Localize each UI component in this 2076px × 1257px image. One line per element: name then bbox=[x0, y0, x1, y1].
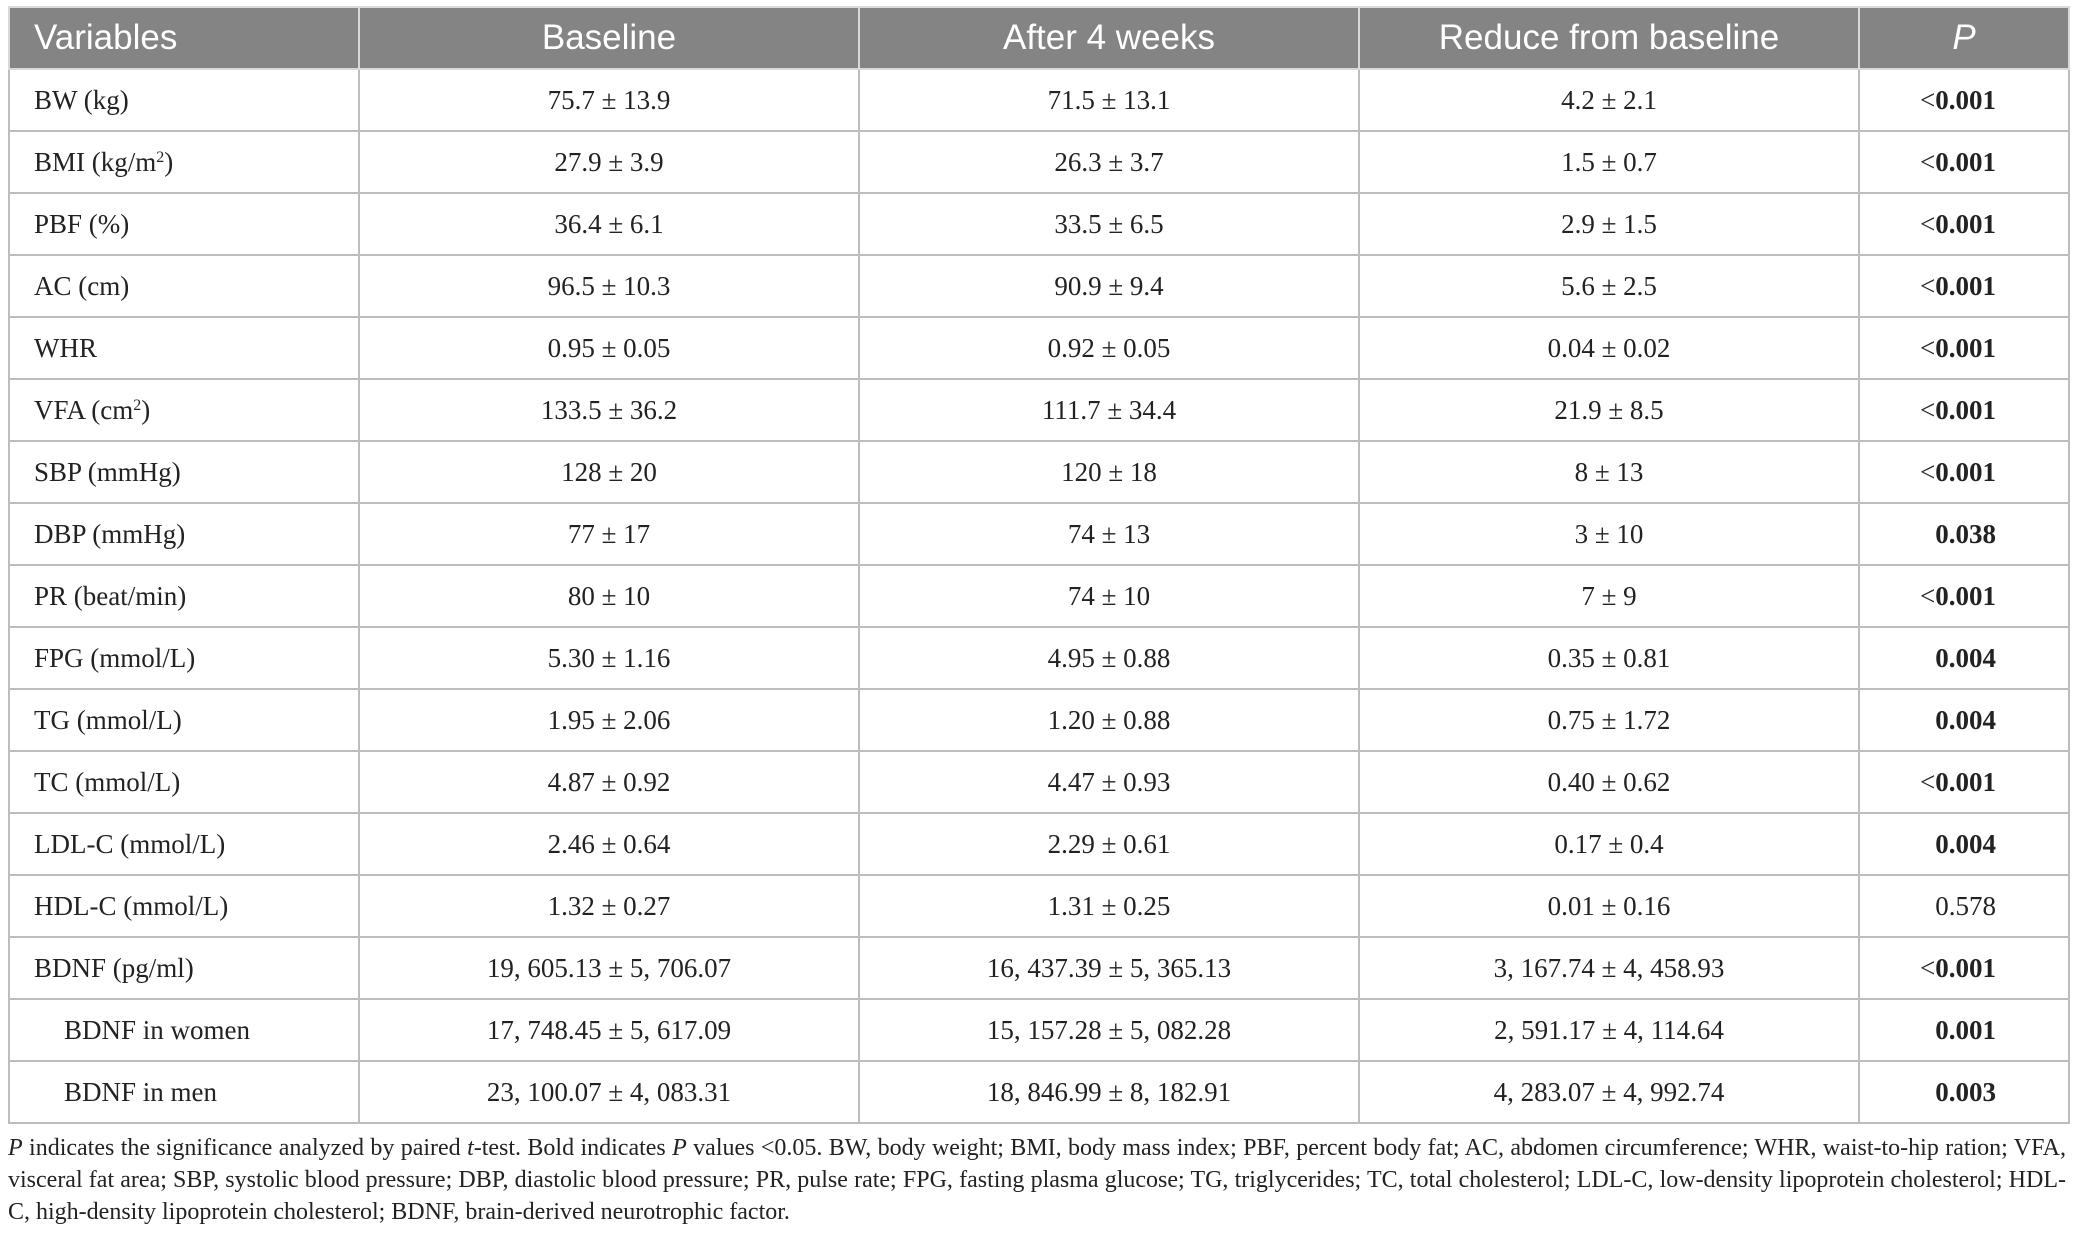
after-4-weeks-cell: 90.9 ± 9.4 bbox=[859, 255, 1359, 317]
p-value-cell bbox=[1859, 441, 2069, 503]
variable-cell bbox=[9, 193, 359, 255]
reduce-from-baseline-cell: 0.04 ± 0.02 bbox=[1359, 317, 1859, 379]
after-4-weeks-cell: 71.5 ± 13.1 bbox=[859, 69, 1359, 131]
baseline-cell: 75.7 ± 13.9 bbox=[359, 69, 859, 131]
header-p: P bbox=[1859, 7, 2069, 69]
p-value-cell bbox=[1859, 875, 2069, 937]
variable-cell bbox=[9, 69, 359, 131]
baseline-cell: 133.5 ± 36.2 bbox=[359, 379, 859, 441]
p-value: 0.578 bbox=[1935, 890, 1996, 921]
variable-cell bbox=[9, 751, 359, 813]
reduce-from-baseline-cell: 0.35 ± 0.81 bbox=[1359, 627, 1859, 689]
reduce-from-baseline-cell: 7 ± 9 bbox=[1359, 565, 1859, 627]
after-4-weeks-cell: 2.29 ± 0.61 bbox=[859, 813, 1359, 875]
p-value: 0.001 bbox=[1935, 952, 1996, 983]
table-row bbox=[9, 751, 2069, 813]
p-value-cell bbox=[1859, 813, 2069, 875]
baseline-cell: 128 ± 20 bbox=[359, 441, 859, 503]
variable-label: PBF (%) bbox=[34, 208, 130, 239]
table-header bbox=[9, 7, 2069, 69]
reduce-from-baseline-cell: 0.40 ± 0.62 bbox=[1359, 751, 1859, 813]
after-4-weeks-cell: 0.92 ± 0.05 bbox=[859, 317, 1359, 379]
p-value-prefix: < bbox=[1920, 332, 1936, 363]
p-value-prefix: < bbox=[1920, 456, 1936, 487]
variable-label: TC (mmol/L) bbox=[34, 766, 181, 797]
reduce-from-baseline-cell: 5.6 ± 2.5 bbox=[1359, 255, 1859, 317]
p-value-prefix: < bbox=[1920, 580, 1936, 611]
variable-label-suffix: ) bbox=[164, 146, 174, 177]
p-value-cell bbox=[1859, 131, 2069, 193]
baseline-cell: 36.4 ± 6.1 bbox=[359, 193, 859, 255]
footnote-t-symbol: t bbox=[467, 1135, 474, 1161]
variable-label: BMI (kg/m bbox=[34, 146, 157, 177]
footnote-p-symbol: P bbox=[8, 1135, 23, 1161]
baseline-cell: 19, 605.13 ± 5, 706.07 bbox=[359, 937, 859, 999]
reduce-from-baseline-cell: 21.9 ± 8.5 bbox=[1359, 379, 1859, 441]
reduce-from-baseline-cell: 0.17 ± 0.4 bbox=[1359, 813, 1859, 875]
baseline-cell: 23, 100.07 ± 4, 083.31 bbox=[359, 1061, 859, 1123]
after-4-weeks-cell: 74 ± 10 bbox=[859, 565, 1359, 627]
p-value-prefix: < bbox=[1920, 146, 1936, 177]
variable-label: BDNF in women bbox=[64, 1014, 251, 1045]
table-row bbox=[9, 627, 2069, 689]
variable-label: HDL-C (mmol/L) bbox=[34, 890, 229, 921]
table-row bbox=[9, 255, 2069, 317]
table-row bbox=[9, 441, 2069, 503]
table-row bbox=[9, 565, 2069, 627]
after-4-weeks-cell: 1.31 ± 0.25 bbox=[859, 875, 1359, 937]
p-value: 0.001 bbox=[1935, 766, 1996, 797]
p-value-cell bbox=[1859, 503, 2069, 565]
p-value: 0.001 bbox=[1935, 270, 1996, 301]
table-row bbox=[9, 937, 2069, 999]
after-4-weeks-cell: 33.5 ± 6.5 bbox=[859, 193, 1359, 255]
baseline-cell: 80 ± 10 bbox=[359, 565, 859, 627]
variable-cell bbox=[9, 813, 359, 875]
variable-cell bbox=[9, 937, 359, 999]
p-value-cell bbox=[1859, 751, 2069, 813]
p-value: 0.001 bbox=[1935, 580, 1996, 611]
p-value-cell bbox=[1859, 565, 2069, 627]
variable-label: AC (cm) bbox=[34, 270, 130, 301]
after-4-weeks-cell: 1.20 ± 0.88 bbox=[859, 689, 1359, 751]
footnote-text-3: values <0.05. BW, body weight; BMI, body mass index; PBF, percent body fat; AC, abdomen circumference; WHR, waist-to-hip ration; VFA, visceral fat area; SBP, systolic blood pressure; DBP, diastolic blood pressure; PR, pulse rate; FPG, fasting plasma glucose; TG, triglycerides; TC, total cholesterol; LDL-C, low-density lipoprotein cholesterol; HDL-C, high-density lipoprotein cholesterol; BDNF, brain-derived neurotrophic factor. bbox=[8, 1135, 2067, 1225]
variable-label: WHR bbox=[34, 332, 97, 363]
p-value-cell bbox=[1859, 193, 2069, 255]
table-row bbox=[9, 813, 2069, 875]
p-value-prefix: < bbox=[1920, 952, 1936, 983]
after-4-weeks-cell: 120 ± 18 bbox=[859, 441, 1359, 503]
p-value: 0.001 bbox=[1935, 332, 1996, 363]
variable-label: VFA (cm bbox=[34, 394, 134, 425]
variable-label: LDL-C (mmol/L) bbox=[34, 828, 226, 859]
p-value: 0.001 bbox=[1935, 208, 1996, 239]
p-value-cell bbox=[1859, 999, 2069, 1061]
p-value-prefix: < bbox=[1920, 84, 1936, 115]
table-row bbox=[9, 193, 2069, 255]
after-4-weeks-cell: 4.95 ± 0.88 bbox=[859, 627, 1359, 689]
variable-superscript: 2 bbox=[156, 148, 165, 166]
baseline-cell: 96.5 ± 10.3 bbox=[359, 255, 859, 317]
variable-cell bbox=[9, 875, 359, 937]
after-4-weeks-cell: 18, 846.99 ± 8, 182.91 bbox=[859, 1061, 1359, 1123]
p-value: 0.001 bbox=[1935, 84, 1996, 115]
baseline-cell: 4.87 ± 0.92 bbox=[359, 751, 859, 813]
variable-cell bbox=[9, 627, 359, 689]
table-row bbox=[9, 689, 2069, 751]
baseline-cell: 27.9 ± 3.9 bbox=[359, 131, 859, 193]
p-value: 0.004 bbox=[1935, 642, 1996, 673]
after-4-weeks-cell: 16, 437.39 ± 5, 365.13 bbox=[859, 937, 1359, 999]
variable-label: BW (kg) bbox=[34, 84, 129, 115]
p-value: 0.001 bbox=[1935, 394, 1996, 425]
p-value: 0.004 bbox=[1935, 828, 1996, 859]
p-value-prefix: < bbox=[1920, 270, 1936, 301]
results-table bbox=[8, 6, 2070, 1124]
variable-label: BDNF in men bbox=[64, 1076, 218, 1107]
variable-label: SBP (mmHg) bbox=[34, 456, 181, 487]
table-row bbox=[9, 379, 2069, 441]
table-row bbox=[9, 69, 2069, 131]
p-value: 0.001 bbox=[1935, 1014, 1996, 1045]
table-row bbox=[9, 131, 2069, 193]
baseline-cell: 2.46 ± 0.64 bbox=[359, 813, 859, 875]
table-footnote bbox=[8, 1132, 2066, 1228]
header-variables: Variables bbox=[9, 7, 359, 69]
reduce-from-baseline-cell: 8 ± 13 bbox=[1359, 441, 1859, 503]
reduce-from-baseline-cell: 3 ± 10 bbox=[1359, 503, 1859, 565]
p-value-cell bbox=[1859, 1061, 2069, 1123]
p-value-cell bbox=[1859, 689, 2069, 751]
variable-cell bbox=[9, 255, 359, 317]
footnote-p-symbol-2: P bbox=[672, 1135, 687, 1161]
reduce-from-baseline-cell: 2.9 ± 1.5 bbox=[1359, 193, 1859, 255]
reduce-from-baseline-cell: 0.75 ± 1.72 bbox=[1359, 689, 1859, 751]
variable-label: DBP (mmHg) bbox=[34, 518, 186, 549]
variable-cell bbox=[9, 565, 359, 627]
header-reduce-from-baseline: Reduce from baseline bbox=[1359, 7, 1859, 69]
table-row bbox=[9, 503, 2069, 565]
variable-cell bbox=[9, 1061, 359, 1123]
table-row bbox=[9, 317, 2069, 379]
variable-cell bbox=[9, 379, 359, 441]
baseline-cell: 1.32 ± 0.27 bbox=[359, 875, 859, 937]
footnote-text-2: -test. Bold indicates bbox=[473, 1135, 673, 1161]
variable-superscript: 2 bbox=[133, 396, 142, 414]
header-baseline: Baseline bbox=[359, 7, 859, 69]
p-value-cell bbox=[1859, 627, 2069, 689]
p-value-cell bbox=[1859, 937, 2069, 999]
p-value-cell bbox=[1859, 317, 2069, 379]
p-value: 0.003 bbox=[1935, 1076, 1996, 1107]
variable-cell bbox=[9, 131, 359, 193]
variable-label: BDNF (pg/ml) bbox=[34, 952, 194, 983]
baseline-cell: 1.95 ± 2.06 bbox=[359, 689, 859, 751]
variable-label: FPG (mmol/L) bbox=[34, 642, 196, 673]
reduce-from-baseline-cell: 4, 283.07 ± 4, 992.74 bbox=[1359, 1061, 1859, 1123]
table-row bbox=[9, 1061, 2069, 1123]
p-value-prefix: < bbox=[1920, 766, 1936, 797]
reduce-from-baseline-cell: 2, 591.17 ± 4, 114.64 bbox=[1359, 999, 1859, 1061]
table-row bbox=[9, 875, 2069, 937]
after-4-weeks-cell: 4.47 ± 0.93 bbox=[859, 751, 1359, 813]
p-value-cell bbox=[1859, 69, 2069, 131]
footnote-text-1: indicates the significance analyzed by paired bbox=[22, 1135, 468, 1161]
p-value: 0.004 bbox=[1935, 704, 1996, 735]
after-4-weeks-cell: 15, 157.28 ± 5, 082.28 bbox=[859, 999, 1359, 1061]
table-body bbox=[9, 69, 2069, 1123]
variable-cell bbox=[9, 689, 359, 751]
p-value: 0.038 bbox=[1935, 518, 1996, 549]
variable-cell bbox=[9, 317, 359, 379]
after-4-weeks-cell: 26.3 ± 3.7 bbox=[859, 131, 1359, 193]
table-row bbox=[9, 999, 2069, 1061]
p-value-prefix: < bbox=[1920, 208, 1936, 239]
reduce-from-baseline-cell: 0.01 ± 0.16 bbox=[1359, 875, 1859, 937]
p-value-prefix: < bbox=[1920, 394, 1936, 425]
baseline-cell: 0.95 ± 0.05 bbox=[359, 317, 859, 379]
p-value: 0.001 bbox=[1935, 146, 1996, 177]
baseline-cell: 17, 748.45 ± 5, 617.09 bbox=[359, 999, 859, 1061]
variable-label-suffix: ) bbox=[141, 394, 151, 425]
header-after-4-weeks: After 4 weeks bbox=[859, 7, 1359, 69]
reduce-from-baseline-cell: 1.5 ± 0.7 bbox=[1359, 131, 1859, 193]
variable-cell bbox=[9, 441, 359, 503]
p-value: 0.001 bbox=[1935, 456, 1996, 487]
baseline-cell: 5.30 ± 1.16 bbox=[359, 627, 859, 689]
variable-label: PR (beat/min) bbox=[34, 580, 187, 611]
reduce-from-baseline-cell: 4.2 ± 2.1 bbox=[1359, 69, 1859, 131]
p-value-cell bbox=[1859, 379, 2069, 441]
header-row bbox=[9, 7, 2069, 69]
after-4-weeks-cell: 111.7 ± 34.4 bbox=[859, 379, 1359, 441]
variable-cell bbox=[9, 503, 359, 565]
p-value-cell bbox=[1859, 255, 2069, 317]
variable-cell bbox=[9, 999, 359, 1061]
variable-label: TG (mmol/L) bbox=[34, 704, 182, 735]
after-4-weeks-cell: 74 ± 13 bbox=[859, 503, 1359, 565]
baseline-cell: 77 ± 17 bbox=[359, 503, 859, 565]
reduce-from-baseline-cell: 3, 167.74 ± 4, 458.93 bbox=[1359, 937, 1859, 999]
